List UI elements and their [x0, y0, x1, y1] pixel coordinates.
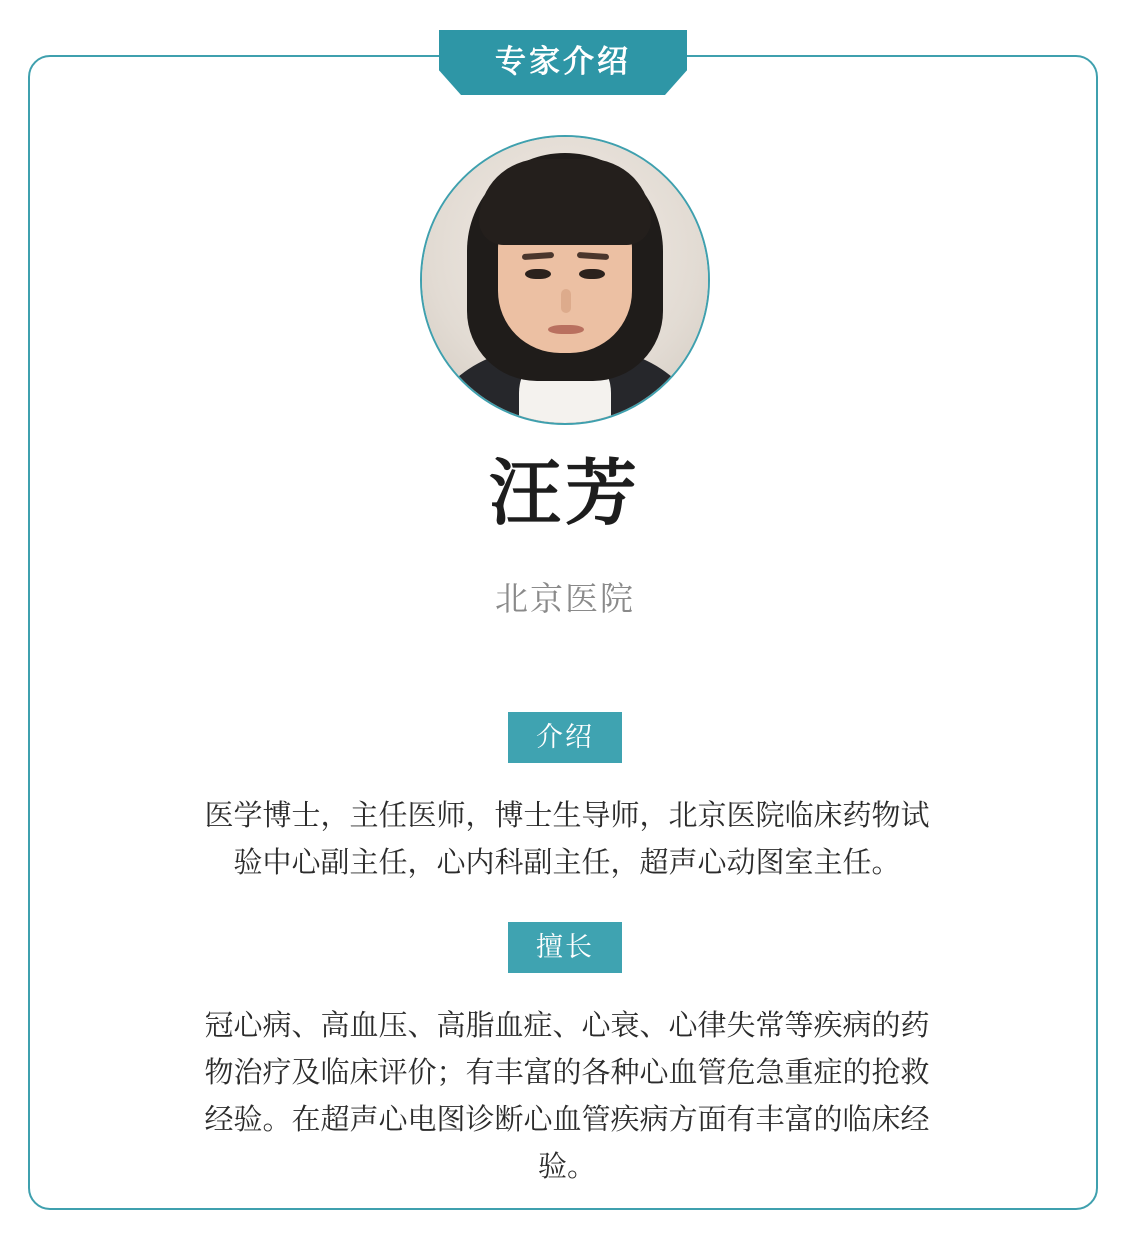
expert-name: 汪芳	[488, 450, 641, 535]
avatar-eye-right	[579, 269, 605, 279]
skill-section-text: 冠心病、高血压、高脂血症、心衰、心律失常等疾病的药物治疗及临床评价；有丰富的各种心血管危急重症的抢救经验。在超声心电图诊断心血管疾病方面有丰富的临床经验。	[204, 1008, 930, 1183]
profile-card	[28, 55, 1098, 1210]
skill-section-tag: 擅长	[508, 922, 622, 973]
avatar-hair-front	[479, 159, 651, 245]
intro-section-tag: 介绍	[508, 712, 622, 763]
avatar	[420, 135, 710, 425]
banner-title: 专家介绍	[461, 30, 665, 95]
avatar-eye-left	[525, 269, 551, 279]
expert-hospital: 北京医院	[495, 580, 635, 617]
avatar-nose	[561, 289, 571, 313]
intro-section-tag-wrap	[30, 712, 1100, 763]
avatar-mouth	[548, 325, 584, 334]
intro-section-text: 医学博士，主任医师，博士生导师，北京医院临床药物试验中心副主任，心内科副主任，超声心动图室主任。	[204, 798, 930, 879]
skill-section-tag-wrap	[30, 922, 1100, 973]
avatar-wrap	[30, 135, 1100, 425]
banner-wrap	[0, 30, 1126, 95]
